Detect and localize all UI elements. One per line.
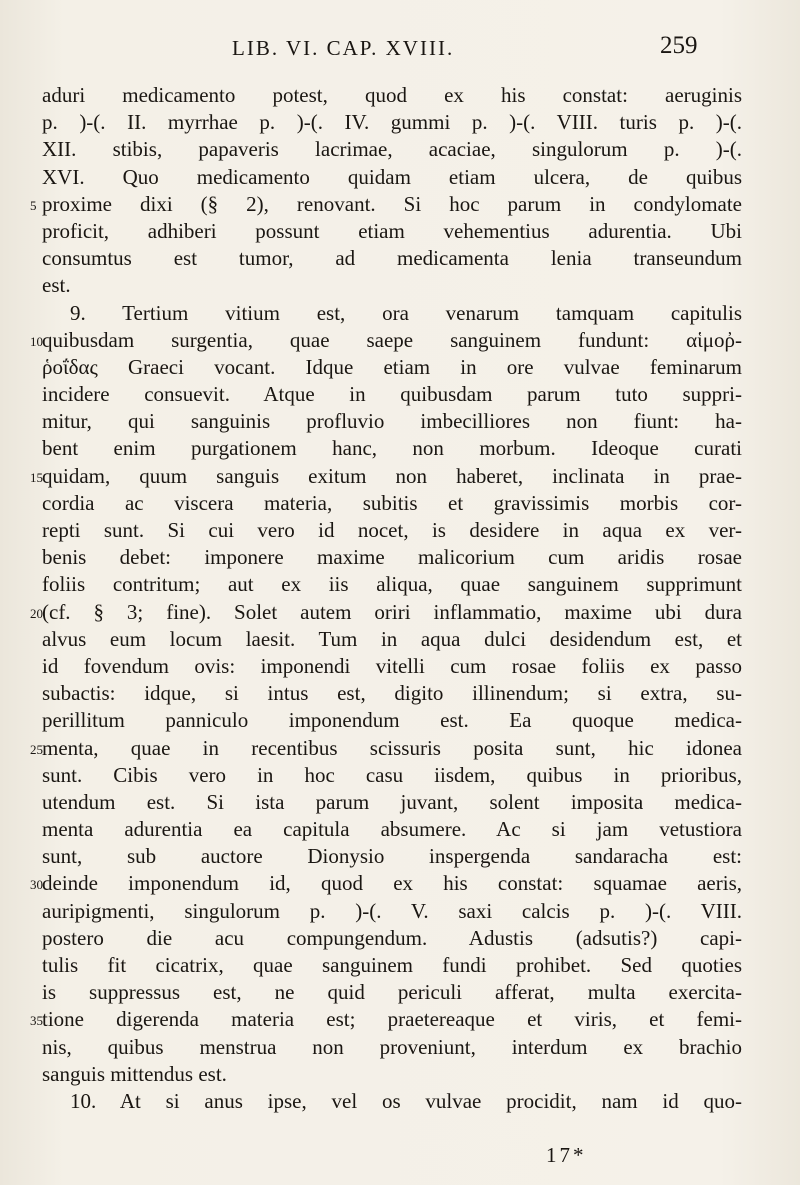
text-line — [42, 82, 742, 109]
line-text: menta, quae in recentibus scissuris posita sunt, hic idonea — [42, 735, 742, 760]
line-text: benis debet: imponere maxime malicorium cum aridis rosae — [42, 545, 742, 570]
line-text: aduri medicamento potest, quod ex his constat: aeruginis — [42, 83, 742, 107]
text-line — [42, 544, 742, 571]
text-line — [42, 707, 742, 734]
text-line — [42, 979, 742, 1006]
line-text: auripigmenti, singulorum p. )-(. V. saxi calcis p. )-(. VIII. — [42, 898, 742, 923]
text-line — [42, 653, 742, 680]
text-line — [30, 735, 742, 762]
text-line — [42, 1034, 742, 1061]
text-line — [42, 354, 742, 381]
text-line — [42, 490, 742, 517]
line-text: nis, quibus menstrua non proveniunt, interdum ex brachio — [42, 1034, 742, 1059]
line-text: incidere consuevit. Atque in quibusdam parum tuto suppri- — [42, 382, 742, 407]
line-text: id fovendum ovis: imponendi vitelli cum rosae foliis ex passo — [42, 653, 742, 678]
line-text: menta adurentia ea capitula absumere. Ac si jam vetustiora — [42, 817, 742, 842]
line-text: sunt, sub auctore Dionysio inspergenda sandaracha est: — [42, 844, 742, 869]
text-line — [42, 680, 742, 707]
text-line — [30, 191, 742, 218]
text-line — [42, 762, 742, 789]
body-text — [30, 82, 742, 1115]
line-text: alvus eum locum laesit. Tum in aqua dulci desidendum est, et — [42, 626, 742, 651]
text-line — [42, 952, 742, 979]
line-text: quidam, quum sanguis exitum non haberet, inclinata in prae- — [42, 463, 742, 488]
line-text: XII. stibis, papaveris lacrimae, acaciae, singulorum p. )-(. — [42, 137, 742, 162]
line-number: 5 — [30, 197, 37, 213]
line-text: est. — [42, 273, 71, 298]
text-line — [42, 109, 742, 136]
line-text: repti sunt. Si cui vero id nocet, is desidere in aqua ex ver- — [42, 518, 742, 542]
text-line — [30, 463, 742, 490]
line-text: perillitum panniculo imponendum est. Ea quoque medica- — [42, 708, 742, 733]
text-line — [30, 870, 742, 897]
line-number: 10 — [30, 333, 43, 349]
text-line — [42, 136, 742, 163]
text-line — [30, 1006, 742, 1033]
text-line — [42, 925, 742, 952]
line-text: utendum est. Si ista parum juvant, solent imposita medica- — [42, 789, 742, 814]
line-text: is suppressus est, ne quid periculi afferat, multa exercita- — [42, 980, 742, 1005]
text-line — [42, 435, 742, 462]
line-text: tione digerenda materia est; praetereaque et viris, et femi- — [42, 1007, 742, 1032]
line-text: postero die acu compungendum. Adustis (adsutis?) capi- — [42, 925, 742, 950]
line-number: 25 — [30, 741, 43, 757]
text-line — [42, 300, 742, 327]
line-text: tulis fit cicatrix, quae sanguinem fundi prohibet. Sed quoties — [42, 953, 742, 977]
line-text: foliis contritum; aut ex iis aliqua, quae sanguinem supprimunt — [42, 572, 742, 597]
line-number: 15 — [30, 469, 43, 485]
line-text: bent enim purgationem hanc, non morbum. Ideoque curati — [42, 436, 742, 461]
line-text: sanguis mittendus est. — [42, 1061, 227, 1086]
text-line — [42, 381, 742, 408]
text-line — [42, 789, 742, 816]
line-text: XVI. Quo medicamento quidam etiam ulcera, de quibus — [42, 164, 742, 189]
text-line — [30, 327, 742, 354]
line-text: proxime dixi (§ 2), renovant. Si hoc parum in condylomate — [42, 191, 742, 216]
text-line — [42, 1088, 742, 1115]
line-text: (cf. § 3; fine). Solet autem oriri inflammatio, maxime ubi dura — [42, 599, 742, 624]
running-head — [0, 30, 800, 64]
running-title: LIB. VI. CAP. XVIII. — [232, 36, 455, 60]
line-number: 30 — [30, 877, 43, 893]
line-text: mitur, qui sanguinis profluvio imbecilliores non fiunt: ha- — [42, 409, 742, 434]
line-number: 35 — [30, 1013, 43, 1029]
line-number: 20 — [30, 605, 43, 621]
text-line — [42, 517, 742, 544]
text-line — [42, 218, 742, 245]
text-line — [42, 1061, 742, 1088]
line-text: quibusdam surgentia, quae saepe sanguinem fundunt: αἱμοῤ- — [42, 327, 742, 352]
signature-mark: 17* — [546, 1143, 587, 1167]
text-line — [42, 245, 742, 272]
text-line — [30, 599, 742, 626]
text-line — [42, 898, 742, 925]
text-line — [42, 272, 742, 299]
line-text: 9. Tertium vitium est, ora venarum tamquam capitulis — [70, 300, 742, 325]
text-line — [42, 626, 742, 653]
text-line — [42, 164, 742, 191]
page-number: 259 — [660, 32, 698, 59]
text-line — [42, 816, 742, 843]
line-text: 10. At si anus ipse, vel os vulvae procidit, nam id quo- — [70, 1088, 742, 1113]
line-text: consumtus est tumor, ad medicamenta lenia transeundum — [42, 246, 742, 271]
line-text: cordia ac viscera materia, subitis et gravissimis morbis cor- — [42, 490, 742, 515]
text-line — [42, 843, 742, 870]
line-text: deinde imponendum id, quod ex his constat: squamae aeris, — [42, 871, 742, 896]
line-text: sunt. Cibis vero in hoc casu iisdem, quibus in prioribus, — [42, 762, 742, 787]
line-text: subactis: idque, si intus est, digito illinendum; si extra, su- — [42, 681, 742, 706]
text-line — [42, 571, 742, 598]
line-text: ῥοΐδας Graeci vocant. Idque etiam in ore vulvae feminarum — [42, 354, 742, 379]
line-text: proficit, adhiberi possunt etiam vehementius adurentia. Ubi — [42, 218, 742, 243]
text-line — [42, 408, 742, 435]
line-text: p. )-(. II. myrrhae p. )-(. IV. gummi p. )-(. VIII. turis p. )-(. — [42, 110, 742, 135]
